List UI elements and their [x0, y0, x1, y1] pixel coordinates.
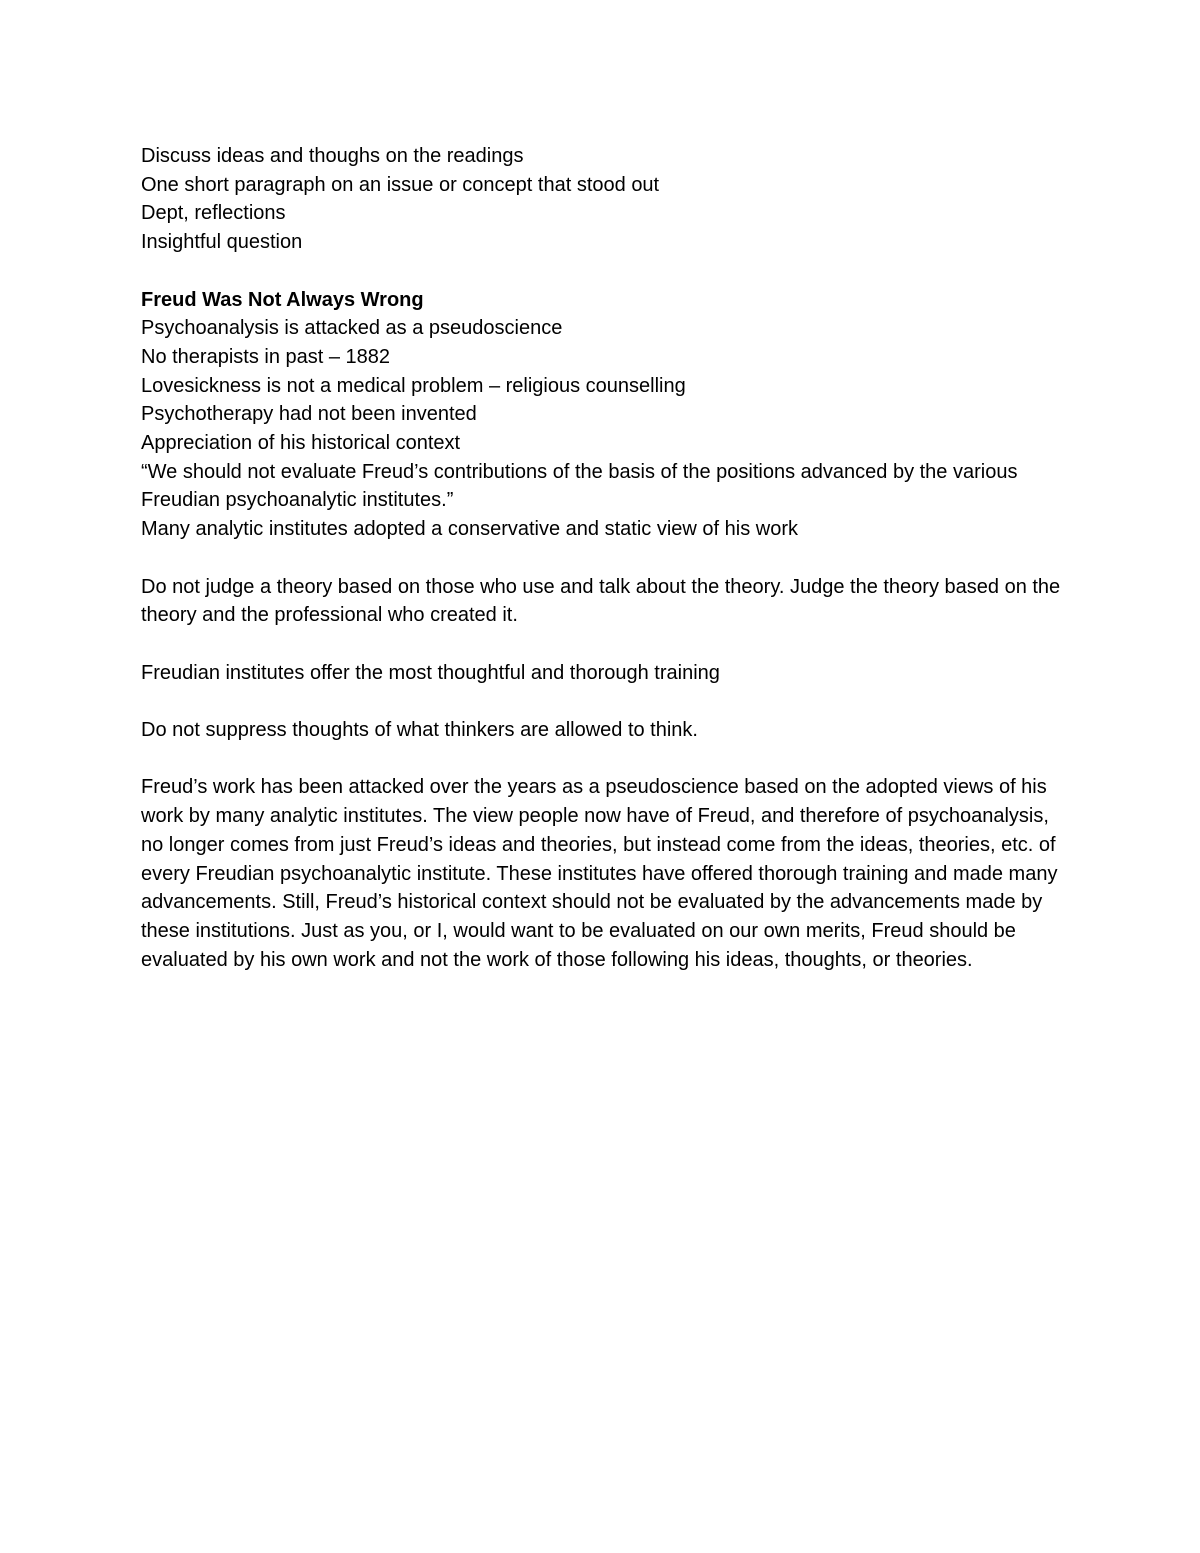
note-line: Lovesickness is not a medical problem – religious counselling: [141, 374, 686, 397]
note-line: No therapists in past – 1882: [141, 345, 391, 368]
prompt-line: One short paragraph on an issue or concept that stood out: [141, 173, 660, 196]
suppress-paragraph: Do not suppress thoughts of what thinkers are allowed to think.: [141, 719, 698, 741]
blank-line: [141, 630, 1066, 659]
blank-line: [141, 544, 1066, 573]
blank-line: [141, 745, 1066, 774]
prompt-line: Insightful question: [141, 231, 303, 254]
blank-line: [141, 257, 1066, 286]
note-line: Psychoanalysis is attacked as a pseudoscience: [141, 317, 563, 340]
response-paragraph: Freud’s work has been attacked over the years as a pseudoscience based on the adopted views of his work by many analytic institutes. The view people now have of Freud, and therefore of psychoanalysis, no longer comes from just Freud’s ideas and theories, but instead come from the ideas, theories, etc. of every Freudian psychoanalytic institute. These institutes have offered thorough training and made many advancements. Still, Freud’s historical context should not be evaluated by the advancements made by these institutions. Just as you, or I, would want to be evaluated on our own merits, Freud should be evaluated by his own work and not the work of those following his ideas, thoughts, or theories.: [141, 776, 1058, 971]
prompt-line: Dept, reflections: [141, 202, 286, 225]
document-body: [141, 142, 1066, 974]
note-line: Many analytic institutes adopted a conservative and static view of his work: [141, 518, 798, 541]
judge-theory-paragraph: Do not judge a theory based on those who use and talk about the theory. Judge the theory based on the theory and the professional who created it.: [141, 575, 1061, 627]
blank-line: [141, 687, 1066, 716]
note-line: Psychotherapy had not been invented: [141, 403, 477, 426]
quote-paragraph: “We should not evaluate Freud’s contributions of the basis of the positions advanced by the various Freudian psychoanalytic institutes.”: [141, 460, 1018, 512]
note-line: Appreciation of his historical context: [141, 432, 461, 455]
prompt-line: Discuss ideas and thoughs on the readings: [141, 145, 524, 167]
section-title: Freud Was Not Always Wrong: [141, 288, 424, 311]
training-paragraph: Freudian institutes offer the most thoughtful and thorough training: [141, 661, 720, 684]
